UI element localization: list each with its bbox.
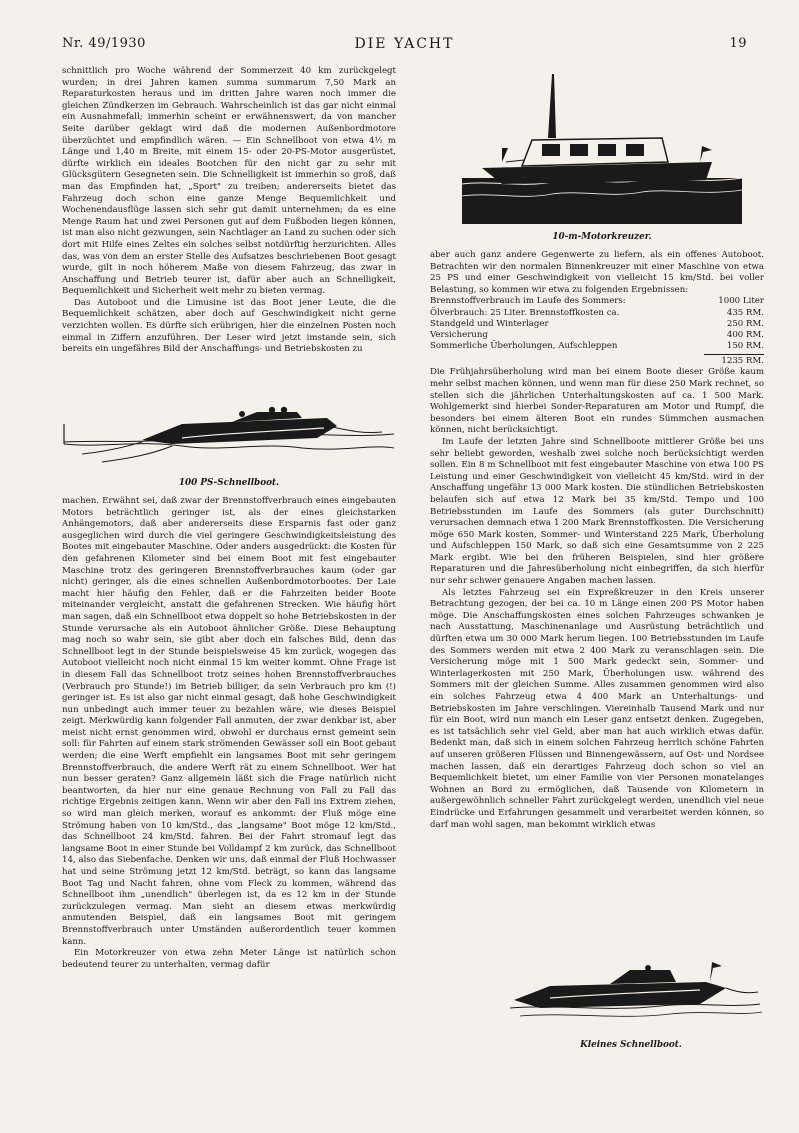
cost-item: Ölverbrauch: 25 Liter. Brennstoffkosten ca. bbox=[430, 307, 620, 318]
cost-item: Standgeld und Winterlager bbox=[430, 318, 549, 329]
motorkreuzer-illustration bbox=[462, 72, 742, 224]
paragraph: aber auch ganz andere Gegenwerte zu liefern, als ein offenes Autoboot. Betrachten wir den normalen Binnenkreuzer mit einer Maschine von etwa 25 PS und einer Geschwindigkeit von vielleicht 15 km/Std. bei voller Belastung, so kommen wir etwa zu folgenden Ergebnissen: bbox=[430, 250, 764, 295]
cost-value: 250 RM. bbox=[726, 318, 764, 329]
schnellboot-100ps-illustration bbox=[62, 404, 396, 470]
table-row bbox=[430, 296, 764, 307]
right-column bbox=[430, 250, 764, 914]
caption-motorkreuzer: 10-m-Motorkreuzer. bbox=[552, 232, 652, 242]
paragraph: Ein Motorkreuzer von etwa zehn Meter Länge ist natürlich schon bedeutend teurer zu unterhalten, vermag dafür bbox=[62, 948, 396, 970]
cost-value: 1000 Liter bbox=[718, 296, 764, 307]
paragraph: Die Frühjahrsüberholung wird man bei einem Boote dieser Größe kaum mehr selbst machen können, und wenn man für diese 250 Mark rechnet, so stellen sich die jährlichen Unterhaltungskosten auf ca. 1 500 Mark. Wohlgemerkt sind hierbei Sonder-Reparaturen am Motor und Rumpf, die besonders bei einem älteren Boot ein rundes Sümmchen ausmachen können, nicht berücksichtigt. bbox=[430, 367, 764, 436]
kleines-schnellboot-illustration bbox=[500, 958, 762, 1026]
paragraph: Als letztes Fahrzeug sei ein Expreßkreuzer in den Kreis unserer Betrachtung gezogen, der bei ca. 10 m Länge einen 200 PS Motor haben möge. Die Anschaffungskosten eines solchen Fahrzeuges schwanken je nach Ausstattung, Maschinenanlage und Ausrüstung beträchtlich und dürften etwa um 30 000 Mark herum liegen. 100 Betriebsstunden im Laufe des Sommers werden mit etwa 2 400 Mark zu veranschlagen sein. Die Versicherung möge mit 1 500 Mark gedeckt sein, Sommer- und Winterlagerkosten mit 250 Mark, Überholungen usw. während des Sommers mit der gleichen Summe. Alles zusammen genommen wird also ein solches Fahrzeug etwa 4 400 Mark an Unterhaltungs- und Betriebskosten im Jahre verschlingen. Viereinhalb Tausend Mark und nur für ein Boot, wird nun manch ein Leser ganz entsetzt denken. Zugegeben, es ist tatsächlich sehr viel Geld, aber man hat auch wirklich etwas dafür. Bedenkt man, daß sich in einem solchen Fahrzeug herrlich schöne Fahrten auf unseren größeren Flüssen und Binnengewässern, auf Ost- und Nordsee machen lassen, daß ein derartiges Fahrzeug doch schon so viel an Bequemlichkeit bietet, um einer Familie von vier Personen monatelanges Wohnen an Bord zu ermöglichen, daß Tausende von Kilometern in außergewöhnlich schneller Fahrt zurückgelegt werden, unendlich viel neue Eindrücke und Erfahrungen gesammelt und verarbeitet werden können, so darf man wohl sagen, man bekommt wirklich etwas bbox=[430, 587, 764, 830]
cost-value: 150 RM. bbox=[726, 341, 764, 352]
caption-100ps-schnellboot: 100 PS-Schnellboot. bbox=[178, 478, 280, 488]
paragraph: Das Autoboot und die Limusine ist das Boot jener Leute, die die Bequemlichkeit schätzen, aber doch auf Geschwindigkeit nicht gerne verzichten wollen. Es dürfte sich erübrigen, hier die einzelnen Posten noch einmal in Ziffern anzuführen. Der Leser wird jetzt imstande sein, sich bereits ein ungefähres Bild der Anschaffungs- und Betriebskosten zu bbox=[62, 297, 396, 355]
left-column-top bbox=[62, 66, 396, 395]
table-row bbox=[430, 319, 764, 330]
cost-table bbox=[430, 296, 764, 352]
table-row bbox=[430, 341, 764, 352]
cost-item: Sommerliche Überholungen, Aufschleppen bbox=[430, 341, 618, 352]
page-number: 19 bbox=[729, 36, 747, 51]
magazine-title: DIE YACHT bbox=[354, 36, 455, 52]
cost-total: 1235 RM. bbox=[704, 354, 764, 367]
running-header bbox=[62, 36, 747, 54]
paragraph: Im Laufe der letzten Jahre sind Schnellboote mittlerer Größe bei uns sehr beliebt geworden, weshalb zwei solche noch berücksichtigt werden sollen. Ein 8 m Schnellboot mit fest eingebauter Maschine von etwa 100 PS Leistung und einer Geschwindigkeit von vielleicht 45 km/Std. wird in der Anschaffung ungefähr 13 000 Mark kosten. Die stündlichen Betriebskosten belaufen sich auf etwa 12 Mark bei 35 km/Std. Tempo und 100 Betriebsstunden im Laufe des Sommers (als guter Durchschnitt) verursachen demnach etwa 1 200 Mark Brennstoffkosten. Die Versicherung möge 650 Mark kosten, Sommer- und Winterstand 225 Mark, Überholung und Aufschleppen 150 Mark, so daß sich eine Gesamtsumme von 2 225 Mark ergibt. Wie bei den früheren Beispielen, sind hier größere Reparaturen und die Jahresüberholung nicht einbegriffen, da sich hierfür nur sehr schwer genauere Angaben machen lassen. bbox=[430, 436, 764, 587]
cost-value: 400 RM. bbox=[726, 329, 764, 340]
caption-kleines-schnellboot: Kleines Schnellboot. bbox=[580, 1040, 682, 1050]
issue-number: Nr. 49/1930 bbox=[62, 36, 146, 51]
paragraph: schnittlich pro Woche während der Sommerzeit 40 km zurückgelegt wurden; in drei Jahren kamen summa summarum 7,50 Mark an Reparaturkosten heraus und im dritten Jahre waren noch immer die gleichen Zündkerzen im Gebrauch. Wahrscheinlich ist das gar nicht einmal ein Ausnahmefall; immerhin scheint er erwähnenswert, da von mancher Seite darüber geklagt wird daß die modernen Außenbordmotore überzüchtet und empfindlich wären. — Ein Schnellboot von etwa 4½ m Länge und 1,40 m Breite, mit einem 15- oder 20-PS-Motor ausgerüstet, dürfte wirklich ein ideales Bootchen für den nicht gar zu sehr mit Glücksgütern Gesegneten sein. Die Schnelligkeit ist immerhin so groß, daß man das Empfinden hat, „Sport" zu treiben; andererseits bietet das Fahrzeug doch schon eine ganze Menge Bequemlichkeit und Wochenendausflüge lassen sich sehr gut damit unternehmen; da es eine Menge Raum hat und zwei Personen gut auf dem Fußboden liegen können, ist man also nicht gezwungen, sein Nachtlager an Land zu suchen oder sich dort mit Hilfe eines Zeltes ein solches selbst notdürftig herzurichten. Alles das, was von dem an erster Stelle des Aufsatzes beschriebenen Boot gesagt wurde, gilt in noch höherem Maße von diesem Fahrzeug, das zwar in Anschaffung und Betrieb teurer ist, dafür aber auch an Schnelligkeit, Bequemlichkeit und Sicherheit weit mehr zu bieten vermag. bbox=[62, 66, 396, 297]
cost-item: Brennstoffverbrauch im Laufe des Sommers: bbox=[430, 296, 626, 307]
cost-item: Versicherung bbox=[430, 329, 488, 340]
paragraph: machen. Erwähnt sei, daß zwar der Brennstoffverbrauch eines eingebauten Motors beträchtlich geringer ist, als der eines gleichstarken Anhängemotors, daß aber andererseits diese Ersparnis fast oder ganz ausgeglichen wird durch die viel geringere Geschwindigkeitsleistung des Bootes mit eingebauter Maschine. Oder anders ausgedrückt: die Kosten für den gefahrenen Kilometer sind bei einem Boot mit fest eingebauter Maschine trotz des geringeren Brennstoffverbrauches kaum (oder gar nicht) geringer, als die eines schnellen Außenbordmotorbootes. Der Laie macht hier häufig den Fehler, daß er die Fahrzeiten beider Boote miteinander vergleicht, anstatt die gefahrenen Strecken. Wie häufig hört man sagen, daß ein Schnellboot etwa doppelt so hohe Betriebskosten in der Stunde verursache als ein Autoboot ähnlicher Größe. Diese Behauptung mag noch so wahr sein, sie gibt aber doch ein falsches Bild, denn das Schnellboot legt in der Stunde beispielsweise 45 km zurück, wogegen das Autoboot vielleicht noch nicht einmal 15 km weiter kommt. Ohne Frage ist in diesem Fall das Schnellboot trotz seines hohen Brennstoffverbrauches (Verbrauch pro Stunde!) im Betrieb billiger, da sein Verbrauch pro km (!) geringer ist. Es ist also gar nicht einmal gesagt, daß hohe Geschwindigkeit nun unbedingt auch immer teuer zu bezahlen wäre, wie dieses Beispiel zeigt. Merkwürdig kann folgender Fall anmuten, der zwar denkbar ist, aber meist nicht ernst genommen wird, obwohl er durchaus ernst gemeint sein soll: für Fahrten auf einem stark strömenden Gewässer soll ein Boot gebaut werden; die eine Werft empfiehlt ein langsames Boot mit sehr geringem Brennstoffverbrauch, die andere Werft rät zu einem Schnellboot. Wer hat nun besser geraten? Ganz allgemein läßt sich die Frage natürlich nicht beantworten, da hier nur eine genaue Rechnung von Fall zu Fall das richtige Ergebnis zeitigen kann. Wenn wir aber den Fall ins Extrem ziehen, so wird man gleich merken, worauf es ankommt: der Fluß möge eine Strömung haben von 10 km/Std., das „langsame" Boot möge 12 km/Std., das Schnellboot 24 km/Std. fahren. Bei der Fahrt stromauf legt das langsame Boot in einer Stunde bei Volldampf 2 km zurück, das Schnellboot 14, also das Siebenfache. Denken wir uns, daß einmal der Fluß Hochwasser hat und seine Strömung jetzt 12 km/Std. beträgt, so kann das langsame Boot Tag und Nacht fahren, ohne vom Fleck zu kommen, während das Schnellboot ihm „unendlich" überlegen ist, da es 12 km in der Stunde zurückzulegen vermag. Man sieht an diesem etwas merkwürdig anmutenden Beispiel, daß ein langsames Boot mit geringem Brennstoffverbrauch unter Umständen außerordentlich teuer kommen kann. bbox=[62, 496, 396, 947]
table-row bbox=[430, 330, 764, 341]
table-row bbox=[430, 308, 764, 319]
cost-value: 435 RM. bbox=[726, 307, 764, 318]
left-column-bottom bbox=[62, 496, 396, 1098]
